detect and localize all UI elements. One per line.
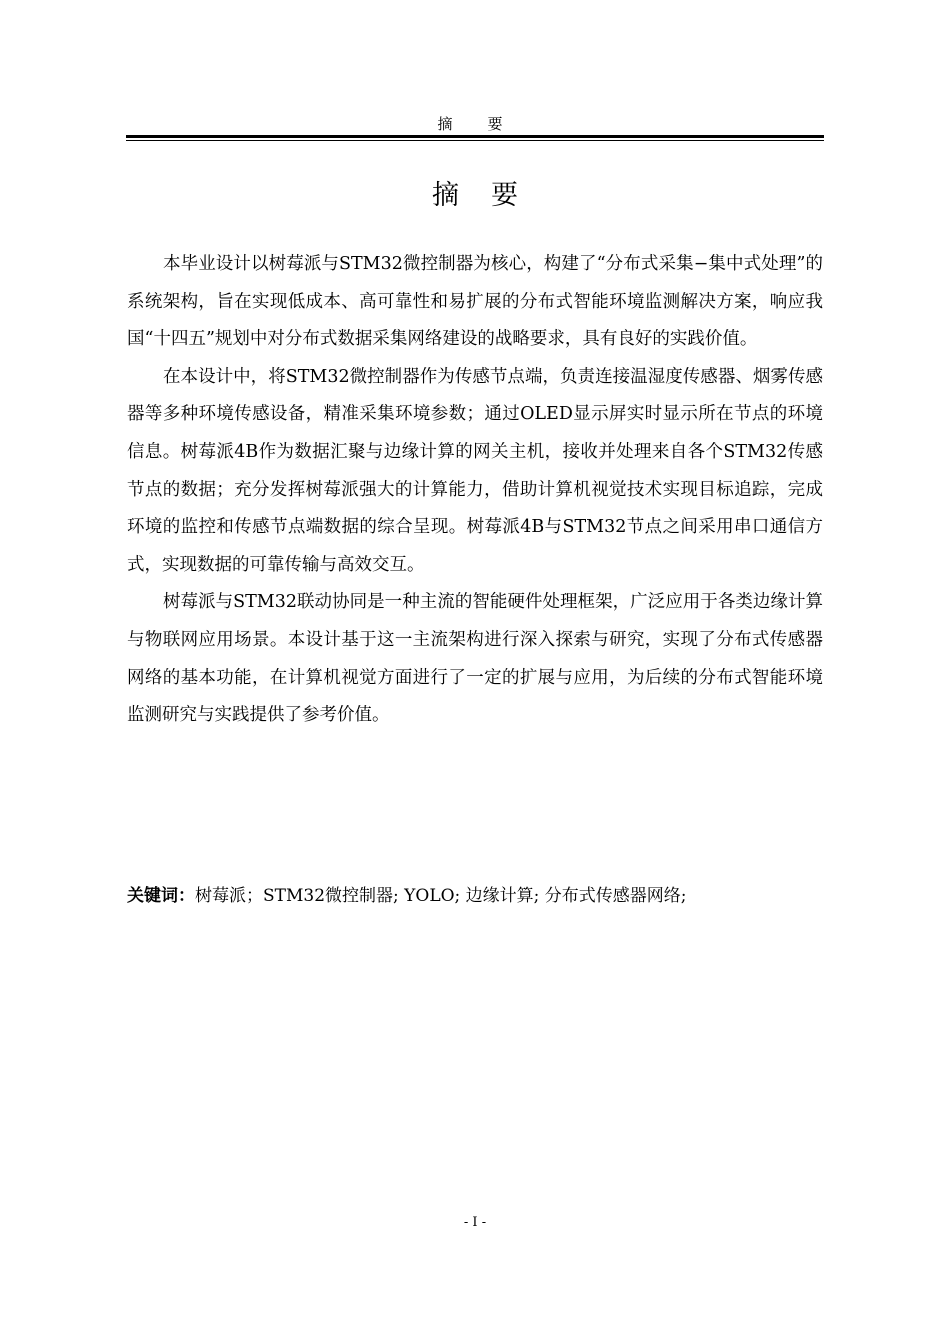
abstract-paragraph-2: 在本设计中，将STM32微控制器作为传感节点端，负责连接温湿度传感器、烟雾传感器等多种环境传感设备，精准采集环境参数；通过OLED显示屏实时显示所在节点的环境信息。树莓派4B作为数据汇聚与边缘计算的网关主机，接收并处理来自各个STM32传感节点的数据；充分发挥树莓派强大的计算能力，借助计算机视觉技术实现目标追踪，完成环境的监控和传感节点端数据的综合呈现。树莓派4B与STM32节点之间采用串口通信方式，实现数据的可靠传输与高效交互。 [127,366,823,575]
header-rule-thin [126,140,824,141]
page-title: 摘要 [432,180,550,211]
abstract-body [127,246,823,735]
keywords-label: 关键词： [127,886,195,906]
abstract-paragraph-1: 本毕业设计以树莓派与STM32微控制器为核心，构建了“分布式采集−集中式处理”的系统架构，旨在实现低成本、高可靠性和易扩展的分布式智能环境监测解决方案，响应我国“十四五”规划中对分布式数据采集网络建设的战略要求，具有良好的实践价值。 [127,254,823,350]
keywords-line [127,883,823,909]
keywords-text: 树莓派；STM32微控制器; YOLO; 边缘计算; 分布式传感器网络; [195,886,687,906]
abstract-paragraph-3: 树莓派与STM32联动协同是一种主流的智能硬件处理框架，广泛应用于各类边缘计算与物联网应用场景。本设计基于这一主流架构进行深入探索与研究，实现了分布式传感器网络的基本功能，在计算机视觉方面进行了一定的扩展与应用，为后续的分布式智能环境监测研究与实践提供了参考价值。 [127,592,823,726]
running-header: 摘 要 [437,115,513,133]
header-rule-thick [126,135,824,138]
page-number: - I - [463,1215,487,1230]
